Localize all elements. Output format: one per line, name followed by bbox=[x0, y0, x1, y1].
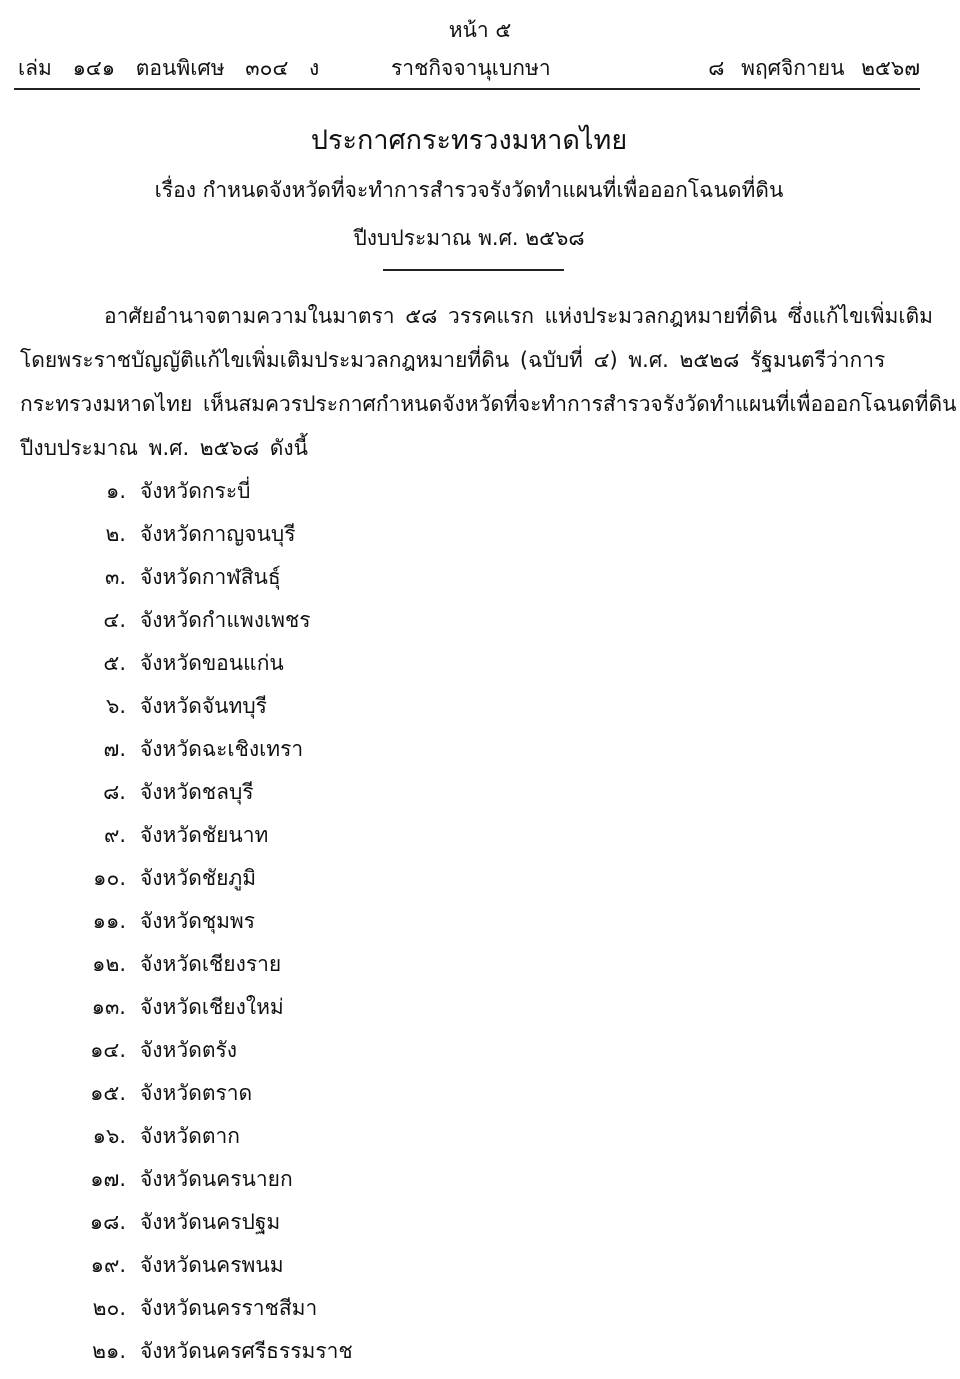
list-item-province: จังหวัดเชียงราย bbox=[140, 952, 282, 976]
list-item-number: ๑๐. bbox=[93, 866, 126, 890]
list-item-province: จังหวัดนครศรีธรรมราช bbox=[140, 1339, 353, 1363]
list-item bbox=[60, 733, 304, 773]
title-divider bbox=[383, 269, 564, 271]
announcement-fiscal-year: ปีงบประมาณ พ.ศ. ๒๕๖๘ bbox=[353, 226, 585, 250]
list-item-number: ๑๘. bbox=[89, 1210, 126, 1234]
list-item-number: ๕. bbox=[103, 651, 126, 675]
list-item-number: ๗. bbox=[103, 737, 126, 761]
list-item bbox=[60, 905, 256, 945]
list-item-number: ๑๙. bbox=[90, 1253, 126, 1277]
list-item-number: ๓. bbox=[104, 565, 126, 589]
list-item bbox=[60, 518, 296, 558]
list-item-province: จังหวัดนครราชสีมา bbox=[140, 1296, 318, 1320]
list-item bbox=[60, 819, 269, 859]
list-item-province: จังหวัดตราด bbox=[140, 1081, 253, 1105]
list-item-province: จังหวัดกระบี่ bbox=[140, 479, 251, 503]
list-item-province: จังหวัดชัยภูมิ bbox=[140, 866, 257, 890]
announcement-title: ประกาศกระทรวงมหาดไทย bbox=[310, 125, 628, 156]
list-item-province: จังหวัดฉะเชิงเทรา bbox=[140, 737, 304, 761]
page-number: หน้า ๕ bbox=[448, 18, 512, 42]
list-item-province: จังหวัดนครนายก bbox=[140, 1167, 293, 1191]
list-item-province: จังหวัดกาฬสินธุ์ bbox=[140, 565, 281, 589]
list-item-province: จังหวัดนครปฐม bbox=[140, 1210, 281, 1234]
header-divider bbox=[14, 88, 920, 90]
list-item-number: ๒๐. bbox=[92, 1296, 126, 1320]
list-item-number: ๑๕. bbox=[90, 1081, 126, 1105]
list-item bbox=[60, 1206, 281, 1246]
list-item bbox=[60, 776, 254, 816]
list-item-number: ๑๗. bbox=[90, 1167, 126, 1191]
list-item-number: ๑๓. bbox=[91, 995, 126, 1019]
list-item-number: ๑๔. bbox=[90, 1038, 126, 1062]
list-item bbox=[60, 1292, 318, 1332]
list-item bbox=[60, 647, 284, 687]
list-item bbox=[60, 1163, 293, 1203]
list-item-province: จังหวัดชุมพร bbox=[140, 909, 256, 933]
list-item bbox=[60, 948, 282, 988]
list-item bbox=[60, 690, 267, 730]
list-item bbox=[60, 1077, 253, 1117]
list-item-number: ๖. bbox=[105, 694, 126, 718]
body-paragraph-line: กระทรวงมหาดไทย เห็นสมควรประกาศกำหนดจังหวัดที่จะทำการสำรวจรังวัดทำแผนที่เพื่อออกโฉนดที่ดิน bbox=[20, 392, 957, 416]
list-item bbox=[60, 475, 251, 515]
list-item-number: ๑๖. bbox=[92, 1124, 126, 1148]
gazette-date: ๘ พฤศจิกายน ๒๕๖๗ bbox=[708, 56, 920, 80]
announcement-subject: เรื่อง กำหนดจังหวัดที่จะทำการสำรวจรังวัดทำแผนที่เพื่อออกโฉนดที่ดิน bbox=[154, 178, 784, 202]
list-item-province: จังหวัดจันทบุรี bbox=[140, 694, 267, 718]
list-item-province: จังหวัดกาญจนบุรี bbox=[140, 522, 296, 546]
list-item-number: ๙. bbox=[103, 823, 126, 847]
list-item-province: จังหวัดตาก bbox=[140, 1124, 240, 1148]
list-item-province: จังหวัดตรัง bbox=[140, 1038, 238, 1062]
list-item bbox=[60, 991, 284, 1031]
gazette-name: ราชกิจจานุเบกษา bbox=[391, 56, 551, 80]
list-item-number: ๒๑. bbox=[92, 1339, 126, 1363]
list-item-number: ๑. bbox=[105, 479, 126, 503]
list-item bbox=[60, 1249, 284, 1289]
list-item-province: จังหวัดนครพนม bbox=[140, 1253, 284, 1277]
list-item bbox=[60, 604, 311, 644]
list-item-province: จังหวัดเชียงใหม่ bbox=[140, 995, 284, 1019]
body-paragraph-line: อาศัยอำนาจตามความในมาตรา ๕๘ วรรคแรก แห่งประมวลกฎหมายที่ดิน ซึ่งแก้ไขเพิ่มเติม bbox=[104, 304, 933, 328]
list-item-number: ๑๒. bbox=[92, 952, 126, 976]
list-item-number: ๒. bbox=[105, 522, 126, 546]
list-item bbox=[60, 1120, 240, 1160]
list-item-number: ๔. bbox=[103, 608, 126, 632]
list-item bbox=[60, 1335, 353, 1375]
list-item-province: จังหวัดกำแพงเพชร bbox=[140, 608, 311, 632]
list-item-province: จังหวัดชัยนาท bbox=[140, 823, 269, 847]
list-item-number: ๘. bbox=[103, 780, 126, 804]
list-item bbox=[60, 1034, 238, 1074]
list-item-province: จังหวัดชลบุรี bbox=[140, 780, 254, 804]
list-item-number: ๑๑. bbox=[92, 909, 126, 933]
body-paragraph-line: ปีงบประมาณ พ.ศ. ๒๕๖๘ ดังนี้ bbox=[20, 436, 308, 460]
list-item bbox=[60, 561, 281, 601]
list-item-province: จังหวัดขอนแก่น bbox=[140, 651, 284, 675]
body-paragraph-line: โดยพระราชบัญญัติแก้ไขเพิ่มเติมประมวลกฎหมายที่ดิน (ฉบับที่ ๔) พ.ศ. ๒๕๒๘ รัฐมนตรีว่าการ bbox=[20, 348, 886, 372]
gazette-volume-info: เล่ม ๑๔๑ ตอนพิเศษ ๓๐๔ ง bbox=[18, 56, 320, 80]
list-item bbox=[60, 862, 257, 902]
